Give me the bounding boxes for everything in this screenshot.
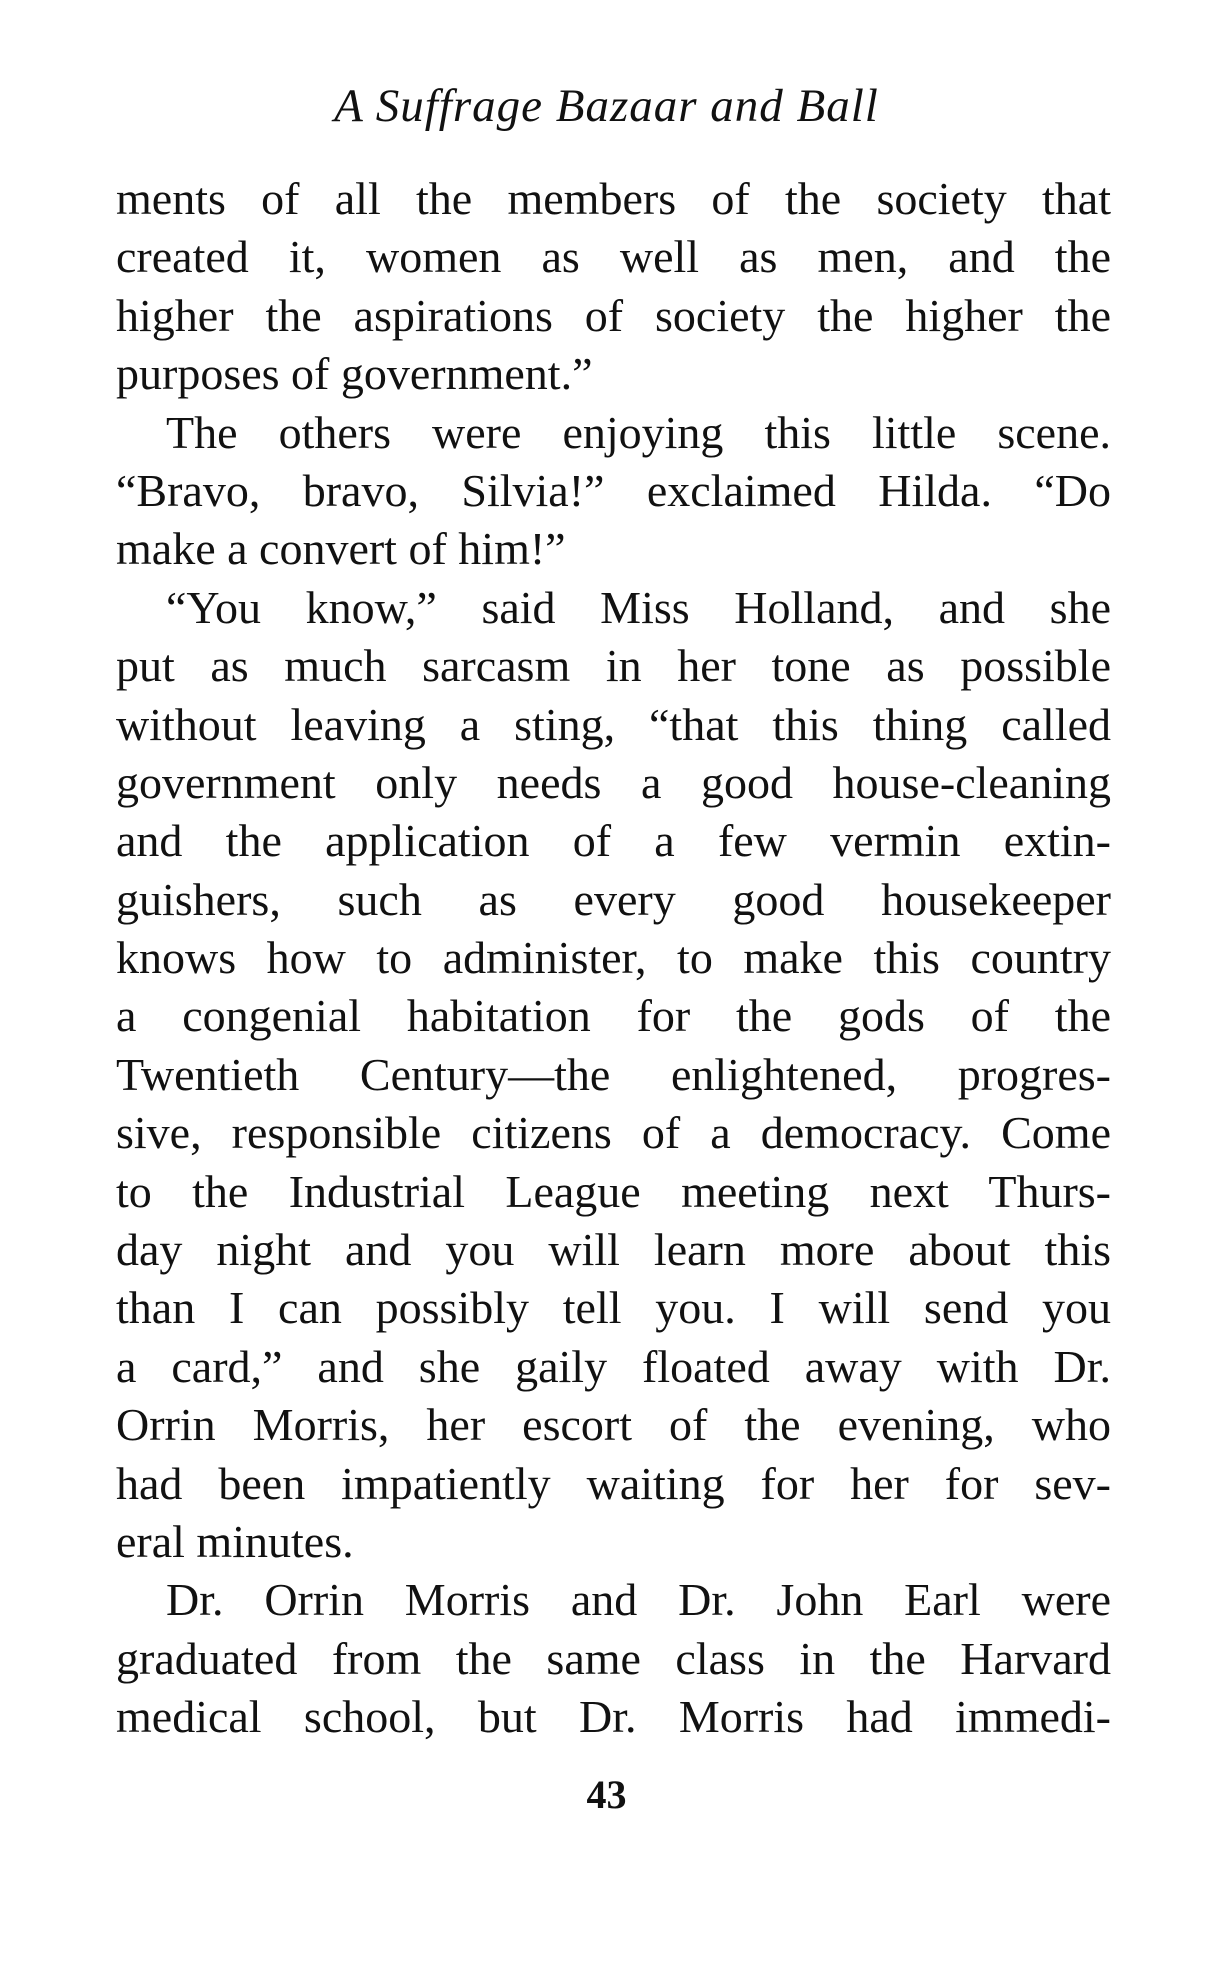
text-line: guishers, such as every good housekeeper: [116, 873, 1111, 925]
text-line: than I can possibly tell you. I will send you: [116, 1282, 1111, 1334]
text-line: a congenial habitation for the gods of the: [116, 990, 1111, 1042]
text-line: without leaving a sting, “that this thing called: [116, 698, 1111, 750]
text-line: had been impatiently waiting for her for sev-: [116, 1457, 1111, 1509]
text-line: make a convert of him!”: [116, 523, 566, 575]
text-line: created it, women as well as men, and the: [116, 231, 1111, 283]
text-line: Twentieth Century—the enlightened, progres-: [116, 1048, 1111, 1100]
text-line: “Bravo, bravo, Silvia!” exclaimed Hilda. “Do: [116, 464, 1111, 516]
text-line: Orrin Morris, her escort of the evening, who: [116, 1399, 1111, 1451]
text-line: sive, responsible citizens of a democracy. Come: [116, 1107, 1111, 1159]
text-line: knows how to administer, to make this country: [116, 932, 1111, 984]
text-line: Dr. Orrin Morris and Dr. John Earl were: [166, 1574, 1111, 1626]
running-head: A Suffrage Bazaar and Ball: [334, 80, 879, 132]
text-line: day night and you will learn more about this: [116, 1224, 1111, 1276]
text-line: put as much sarcasm in her tone as possible: [116, 640, 1111, 692]
text-line: and the application of a few vermin extin-: [116, 815, 1111, 867]
text-line: ments of all the members of the society that: [116, 173, 1111, 224]
text-line: medical school, but Dr. Morris had immedi-: [116, 1691, 1111, 1743]
text-line: to the Industrial League meeting next Thurs-: [116, 1165, 1111, 1217]
text-line: purposes of government.”: [116, 348, 593, 400]
text-line: a card,” and she gaily floated away with Dr.: [116, 1340, 1111, 1392]
text-line: government only needs a good house-cleaning: [116, 756, 1111, 808]
text-line: graduated from the same class in the Harvard: [116, 1632, 1111, 1684]
page-number: 43: [586, 1772, 627, 1817]
text-line: “You know,” said Miss Holland, and she: [166, 581, 1111, 633]
text-line: The others were enjoying this little scene.: [166, 406, 1111, 458]
body-text: [116, 170, 1111, 1747]
text-line: higher the aspirations of society the higher the: [116, 289, 1111, 341]
text-line: eral minutes.: [116, 1515, 354, 1567]
